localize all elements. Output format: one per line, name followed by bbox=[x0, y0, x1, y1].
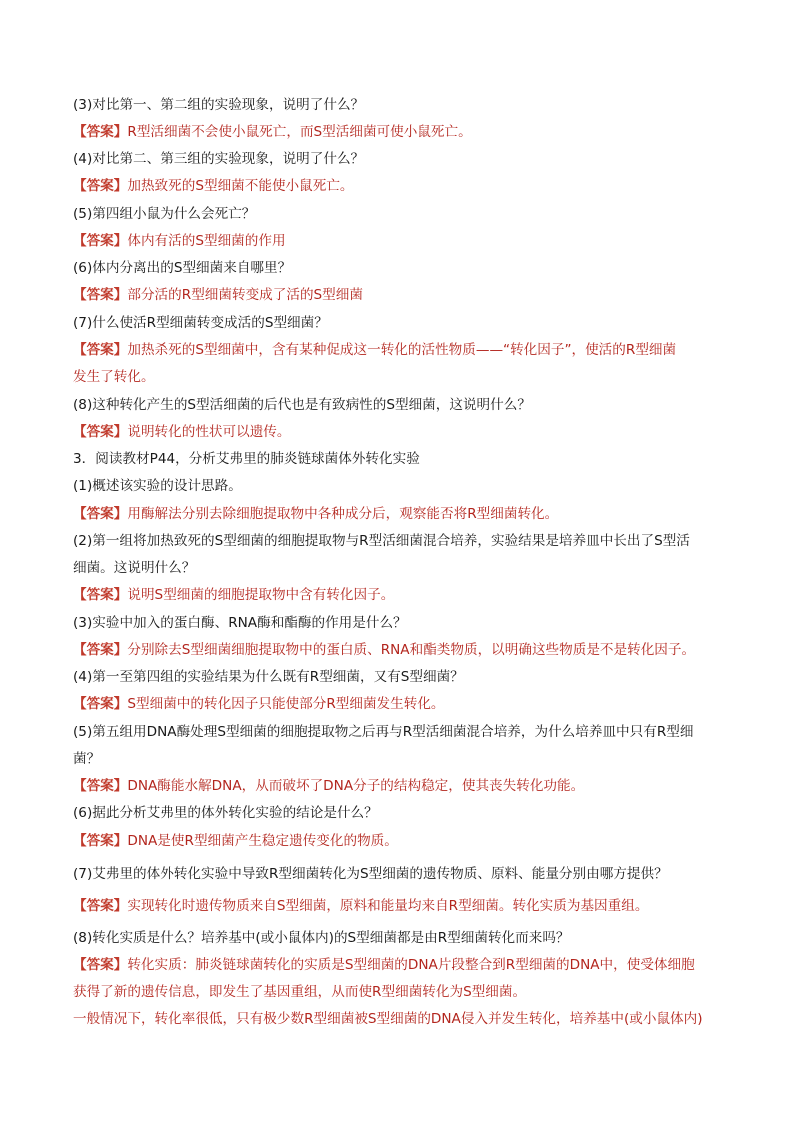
question-4: (4)对比第二、第三组的实验现象，说明了什么？ bbox=[73, 151, 365, 167]
question-b2-line-2: 细菌。这说明什么？ bbox=[73, 560, 196, 576]
answer-text: 加热致死的S型细菌不能使小鼠死亡。 bbox=[127, 178, 354, 194]
answer-tag: 【答案】 bbox=[73, 124, 128, 140]
answer-b4 bbox=[73, 694, 723, 714]
answer-text: 转化实质：肺炎链球菌转化的实质是S型细菌的DNA片段整合到R型细菌的DNA中，使受体细胞 bbox=[127, 957, 695, 973]
question-b2-line-1: (2)第一组将加热致死的S型细菌的细胞提取物与R型活细菌混合培养，实验结果是培养皿中长出了S型活 bbox=[73, 533, 690, 549]
answer-tag: 【答案】 bbox=[73, 342, 128, 358]
question-8: (8)这种转化产生的S型活细菌的后代也是有致病性的S型细菌，这说明什么？ bbox=[73, 397, 531, 413]
answer-tag: 【答案】 bbox=[73, 957, 128, 973]
question-b7: (7)艾弗里的体外转化实验中导致R型细菌转化为S型细菌的遗传物质、原料、能量分别由哪方提供？ bbox=[73, 866, 668, 882]
answer-b5 bbox=[73, 776, 723, 796]
answer-7-line-2: 发生了转化。 bbox=[73, 369, 155, 385]
question-b8: (8)转化实质是什么？培养基中(或小鼠体内)的S型细菌都是由R型细菌转化而来吗？ bbox=[73, 930, 570, 946]
section-3-heading: 3．阅读教材P44，分析艾弗里的肺炎链球菌体外转化实验 bbox=[73, 451, 420, 467]
question-b3: (3)实验中加入的蛋白酶、RNA酶和酯酶的作用是什么？ bbox=[73, 615, 407, 631]
question-b4: (4)第一至第四组的实验结果为什么既有R型细菌，又有S型细菌？ bbox=[73, 669, 464, 685]
answer-text: R型活细菌不会使小鼠死亡，而S型活细菌可使小鼠死亡。 bbox=[127, 124, 472, 140]
question-b6: (6)据此分析艾弗里的体外转化实验的结论是什么？ bbox=[73, 805, 378, 821]
question-b1: (1)概述该实验的设计思路。 bbox=[73, 478, 242, 494]
answer-b2 bbox=[73, 585, 723, 605]
answer-text: 加热杀死的S型细菌中，含有某种促成这一转化的活性物质——“转化因子”，使活的R型细菌 bbox=[127, 342, 677, 358]
answer-5 bbox=[73, 231, 723, 251]
answer-tag: 【答案】 bbox=[73, 696, 128, 712]
answer-tag: 【答案】 bbox=[73, 587, 128, 603]
answer-b6 bbox=[73, 831, 723, 851]
answer-tag: 【答案】 bbox=[73, 778, 128, 794]
answer-6 bbox=[73, 285, 723, 305]
answer-3 bbox=[73, 122, 723, 142]
answer-b7 bbox=[73, 896, 723, 916]
answer-text: 部分活的R型细菌转变成了活的S型细菌 bbox=[127, 287, 363, 303]
answer-text: 体内有活的S型细菌的作用 bbox=[127, 233, 286, 249]
answer-text: 分别除去S型细菌细胞提取物中的蛋白质、RNA和酯类物质，以明确这些物质是不是转化因子。 bbox=[127, 642, 696, 658]
answer-text: 说明S型细菌的细胞提取物中含有转化因子。 bbox=[127, 587, 395, 603]
question-b5-line-2: 菌？ bbox=[73, 751, 101, 767]
answer-text: 说明转化的性状可以遗传。 bbox=[127, 424, 291, 440]
answer-b8-line-3: 一般情况下，转化率很低，只有极少数R型细菌被S型细菌的DNA侵入并发生转化，培养基中(或小鼠体内) bbox=[73, 1011, 703, 1027]
answer-tag: 【答案】 bbox=[73, 898, 128, 914]
answer-text: DNA是使R型细菌产生稳定遗传变化的物质。 bbox=[127, 833, 398, 849]
answer-text: DNA酶能水解DNA，从而破坏了DNA分子的结构稳定，使其丧失转化功能。 bbox=[127, 778, 585, 794]
answer-b8-line-1 bbox=[73, 955, 723, 975]
answer-7-line-1 bbox=[73, 340, 723, 360]
question-b5-line-1: (5)第五组用DNA酶处理S型细菌的细胞提取物之后再与R型活细菌混合培养，为什么培养皿中只有R型细 bbox=[73, 724, 694, 740]
answer-4 bbox=[73, 176, 723, 196]
answer-b1 bbox=[73, 504, 723, 524]
answer-tag: 【答案】 bbox=[73, 233, 128, 249]
answer-tag: 【答案】 bbox=[73, 642, 128, 658]
answer-tag: 【答案】 bbox=[73, 178, 128, 194]
question-7: (7)什么使活R型细菌转变成活的S型细菌？ bbox=[73, 315, 328, 331]
answer-tag: 【答案】 bbox=[73, 833, 128, 849]
answer-text: S型细菌中的转化因子只能使部分R型细菌发生转化。 bbox=[127, 696, 445, 712]
answer-tag: 【答案】 bbox=[73, 287, 128, 303]
answer-tag: 【答案】 bbox=[73, 424, 128, 440]
answer-text: 实现转化时遗传物质来自S型细菌，原料和能量均来自R型细菌。转化实质为基因重组。 bbox=[127, 898, 649, 914]
answer-tag: 【答案】 bbox=[73, 506, 128, 522]
answer-8 bbox=[73, 422, 723, 442]
answer-b8-line-2: 获得了新的遗传信息，即发生了基因重组，从而使R型细菌转化为S型细菌。 bbox=[73, 984, 527, 1000]
answer-b3 bbox=[73, 640, 723, 660]
question-3: (3)对比第一、第二组的实验现象，说明了什么？ bbox=[73, 97, 365, 113]
question-5: (5)第四组小鼠为什么会死亡？ bbox=[73, 206, 256, 222]
answer-text: 用酶解法分别去除细胞提取物中各种成分后，观察能否将R型细菌转化。 bbox=[127, 506, 559, 522]
question-6: (6)体内分离出的S型细菌来自哪里？ bbox=[73, 260, 292, 276]
